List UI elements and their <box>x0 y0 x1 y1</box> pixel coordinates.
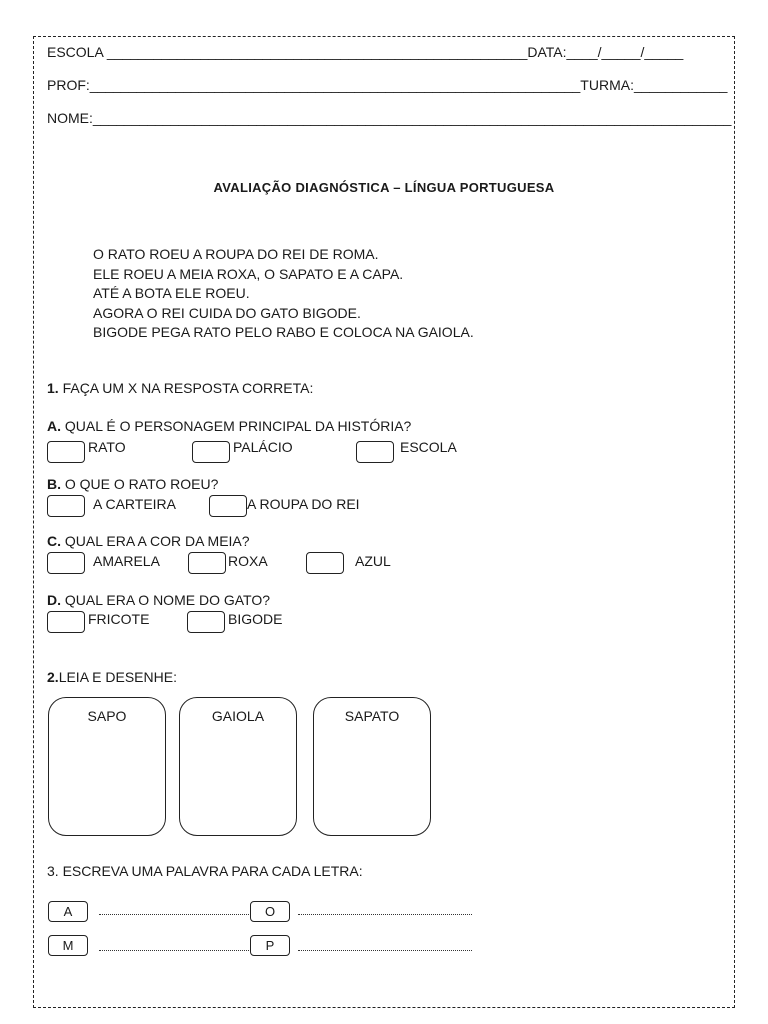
question-text: QUAL ERA A COR DA MEIA? <box>61 533 250 549</box>
question-text: QUAL É O PERSONAGEM PRINCIPAL DA HISTÓRIA? <box>61 418 412 434</box>
drawing-box-label: GAIOLA <box>211 708 265 724</box>
answer-line[interactable] <box>99 914 249 915</box>
option-label: AZUL <box>355 553 391 569</box>
answer-checkbox[interactable] <box>47 441 85 463</box>
option-label: AMARELA <box>93 553 160 569</box>
poem-line: ATÉ A BOTA ELE ROEU. <box>93 285 250 301</box>
question-number: 1. <box>47 380 59 396</box>
question-2-heading <box>47 669 177 685</box>
question-letter: B. <box>47 476 61 492</box>
drawing-box[interactable] <box>179 697 297 836</box>
option-label: A ROUPA DO REI <box>247 496 360 512</box>
answer-checkbox[interactable] <box>47 495 85 517</box>
answer-checkbox[interactable] <box>187 611 225 633</box>
letter-box: O <box>250 901 290 922</box>
question-letter: D. <box>47 592 61 608</box>
question-text: O QUE O RATO ROEU? <box>61 476 219 492</box>
drawing-box-label: SAPO <box>87 708 127 724</box>
question-3-heading: 3. ESCREVA UMA PALAVRA PARA CADA LETRA: <box>47 863 363 879</box>
question-letter: C. <box>47 533 61 549</box>
option-label: ESCOLA <box>400 439 457 455</box>
option-label: BIGODE <box>228 611 283 627</box>
question-text: LEIA E DESENHE: <box>58 669 177 685</box>
answer-checkbox[interactable] <box>47 552 85 574</box>
drawing-box-label: SAPATO <box>344 708 400 724</box>
option-label: RATO <box>88 439 126 455</box>
answer-line[interactable] <box>298 914 472 915</box>
answer-checkbox[interactable] <box>356 441 394 463</box>
question-number: 2. <box>47 669 59 685</box>
drawing-box[interactable] <box>313 697 431 836</box>
poem-text <box>93 245 474 343</box>
option-label: FRICOTE <box>88 611 150 627</box>
option-label: ROXA <box>228 553 268 569</box>
letter-box: P <box>250 935 290 956</box>
question-text: QUAL ERA O NOME DO GATO? <box>61 592 271 608</box>
question-b <box>47 476 218 492</box>
answer-checkbox[interactable] <box>47 611 85 633</box>
answer-line[interactable] <box>298 950 472 951</box>
poem-line: BIGODE PEGA RATO PELO RABO E COLOCA NA GAIOLA. <box>93 324 474 340</box>
question-text: FAÇA UM X NA RESPOSTA CORRETA: <box>58 380 314 396</box>
question-a <box>47 418 411 434</box>
option-label: A CARTEIRA <box>93 496 176 512</box>
drawing-box[interactable] <box>48 697 166 836</box>
answer-checkbox[interactable] <box>306 552 344 574</box>
question-letter: A. <box>47 418 61 434</box>
poem-line: ELE ROEU A MEIA ROXA, O SAPATO E A CAPA. <box>93 265 404 282</box>
school-line: ESCOLA ______________________________________________________DATA:____/_____/_____ <box>47 44 684 60</box>
answer-checkbox[interactable] <box>188 552 226 574</box>
question-1-heading <box>47 380 313 396</box>
letter-box: M <box>48 935 88 956</box>
answer-checkbox[interactable] <box>209 495 247 517</box>
teacher-line: PROF:_______________________________________________________________TURMA:____________ <box>47 77 728 93</box>
poem-line: AGORA O REI CUIDA DO GATO BIGODE. <box>93 304 361 321</box>
poem-line: O RATO ROEU A ROUPA DO REI DE ROMA. <box>93 246 379 262</box>
option-label: PALÁCIO <box>233 439 293 455</box>
answer-checkbox[interactable] <box>192 441 230 463</box>
page-title: AVALIAÇÃO DIAGNÓSTICA – LÍNGUA PORTUGUESA <box>213 180 555 195</box>
question-d <box>47 592 270 608</box>
letter-box: A <box>48 901 88 922</box>
question-c <box>47 533 250 549</box>
name-line: NOME:__________________________________________________________________________________ <box>47 110 732 126</box>
answer-line[interactable] <box>99 950 249 951</box>
